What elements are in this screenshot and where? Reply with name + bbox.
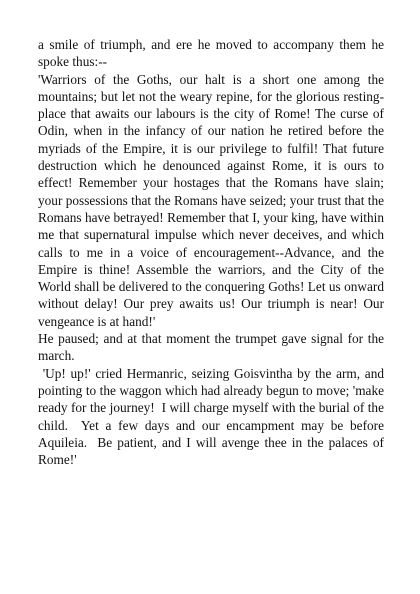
document-page	[38, 36, 388, 468]
paragraph-continuation: a smile of triumph, and ere he moved to accompany them he spoke thus:--	[38, 37, 384, 70]
paragraph-hermanric: 'Up! up!' cried Hermanric, seizing Goisvintha by the arm, and pointing to the waggon which had already begun to move; 'make ready for the journey! I will charge myself with the burial of the child. Yet a few days and our encampment may be before Aquileia. Be patient, and I will avenge thee in the palaces of Rome!'	[38, 365, 388, 468]
paragraph-speech: 'Warriors of the Goths, our halt is a short one among the mountains; but let not the weary repine, for the glorious resting-place that awaits our labours is the city of Rome! The curse of Odin, when in the infancy of our nation he retired before the myriads of the Empire, it is our privilege to fulfil! That future destruction which he denounced against Rome, it is ours to effect! Remember your hostages that the Romans have slain; your possessions that the Romans have seized; your trust that the Romans have betrayed! Remember that I, your king, have within me that supernatural impulse which never deceives, and which calls to me in a voice of encouragement--Advance, and the Empire is thine! Assemble the warriors, and the City of the World shall be delivered to the conquering Goths! Let us onward without delay! Our prey awaits us! Our triumph is near! Our vengeance is at hand!'	[38, 71, 384, 329]
paragraph-narration: He paused; and at that moment the trumpet gave signal for the march.	[38, 331, 384, 364]
